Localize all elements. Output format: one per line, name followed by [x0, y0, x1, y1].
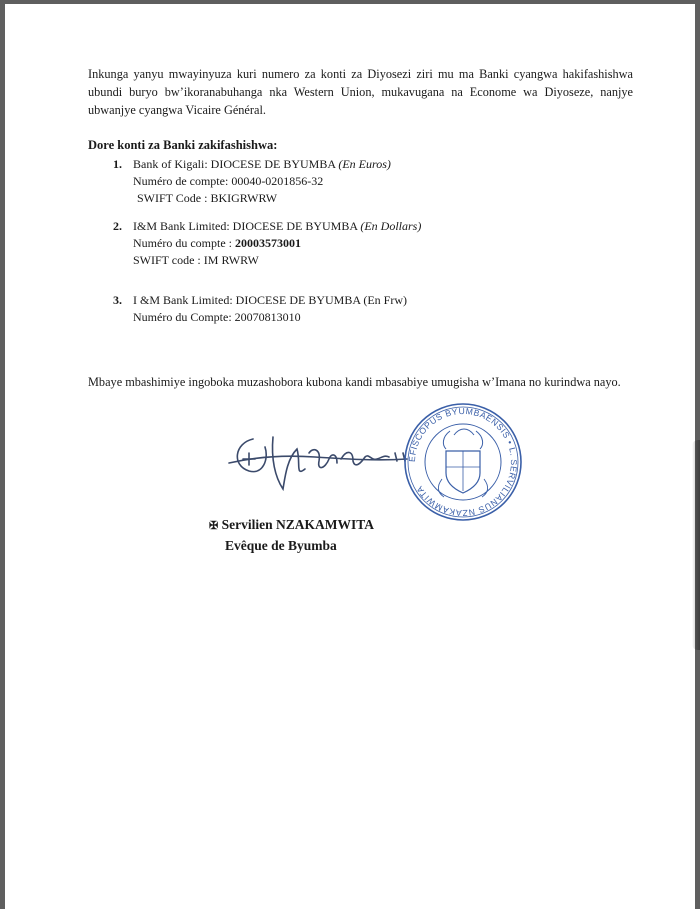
account-label: Numéro du Compte:	[133, 310, 235, 324]
signer-name: Servilien NZAKAMWITA	[221, 517, 374, 532]
account-label: Numéro du compte :	[133, 236, 235, 250]
document-page	[5, 4, 695, 909]
swift-value: IM RWRW	[203, 253, 259, 267]
page-edge-shadow	[692, 440, 700, 650]
signer-block	[209, 515, 374, 556]
account-value: 20003573001	[234, 236, 301, 250]
account-number-marker: 1.	[113, 157, 122, 171]
swift-value: BKIGRWRW	[210, 191, 278, 205]
account-currency: (En Dollars)	[360, 219, 422, 233]
account-label: Numéro de compte:	[133, 174, 232, 188]
account-bank: I &M Bank Limited: DIOCESE DE BYUMBA	[133, 293, 364, 307]
account-currency: (En Frw)	[363, 293, 408, 307]
accounts-heading: Dore konti za Banki zakifashishwa:	[88, 138, 278, 152]
stamp-text: EFISCOPUS BYUMBAENSIS • L. SERVILIANUS NZAKAMWITA	[406, 405, 520, 519]
account-currency: (En Euros)	[338, 157, 391, 171]
intro-paragraph: Inkunga yanyu mwayinyuza kuri numero za konti za Diyosezi ziri mu ma Banki cyangwa hakifashishwa ubundi buryo bw’ikoranabuhanga nka Western Union, mukavugana na Econome wa Diyoseze, nanjye ubwanjye cyangwa Vicaire Général.	[88, 67, 633, 117]
closing-paragraph: Mbaye mbashimiye ingoboka muzashobora kubona kandi mbasabiye umugisha w’Imana no kurindwa nayo.	[88, 375, 621, 389]
account-item-1	[113, 156, 391, 207]
account-value: 20070813010	[234, 310, 301, 324]
handwritten-signature	[225, 419, 410, 494]
account-value: 00040-0201856-32	[231, 174, 324, 188]
cross-icon: ✠	[209, 520, 219, 532]
swift-label: SWIFT Code :	[137, 191, 211, 205]
account-number-marker: 3.	[113, 293, 122, 307]
account-bank: I&M Bank Limited: DIOCESE DE BYUMBA	[133, 219, 361, 233]
account-bank: Bank of Kigali: DIOCESE DE BYUMBA	[133, 157, 339, 171]
account-item-2	[113, 218, 421, 269]
account-number-marker: 2.	[113, 219, 122, 233]
signer-title: Evêque de Byumba	[225, 538, 337, 553]
account-item-3	[113, 292, 407, 326]
swift-label: SWIFT code :	[133, 253, 204, 267]
diocese-seal-stamp	[402, 401, 524, 523]
